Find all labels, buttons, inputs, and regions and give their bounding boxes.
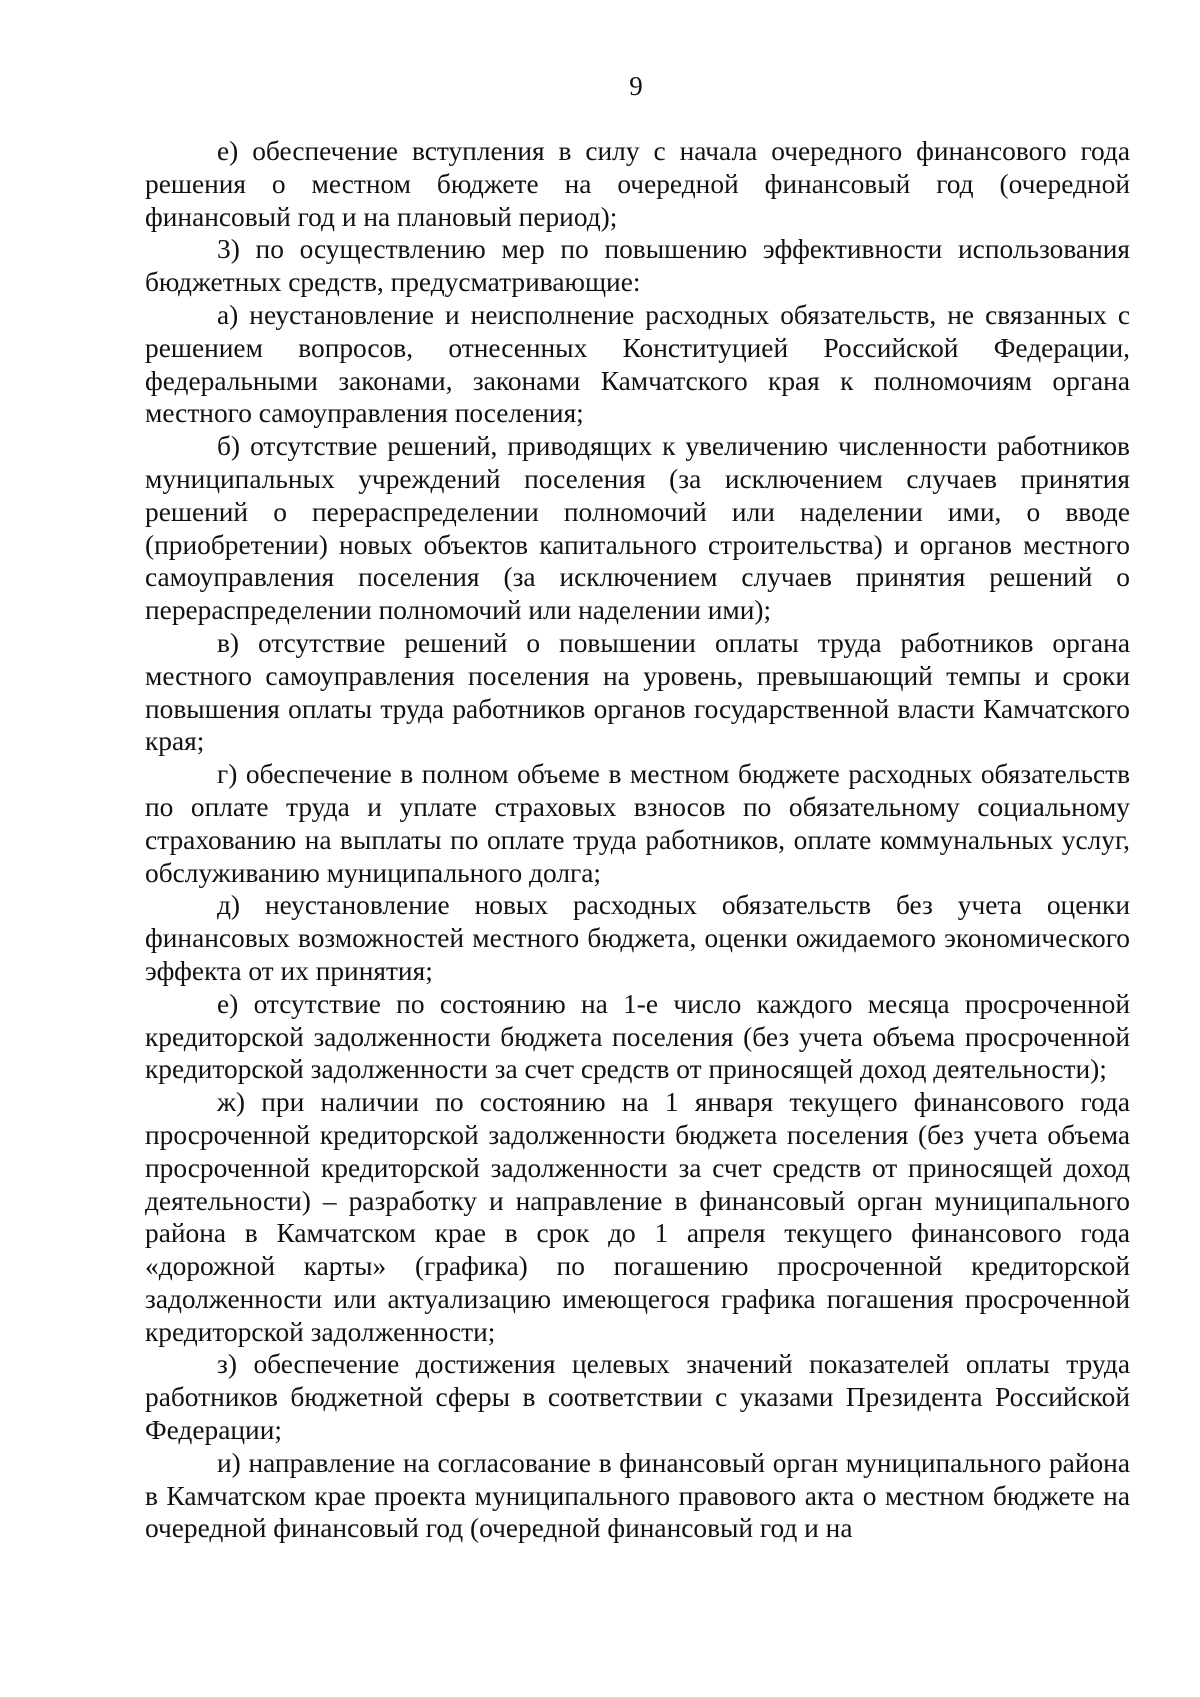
- page-number: 9: [629, 71, 643, 101]
- paragraph-3-efficiency-measures: 3) по осуществлению мер по повышению эффективности использования бюджетных средств, предусматривающие:: [145, 234, 1130, 298]
- document-body: [145, 135, 1130, 1545]
- paragraph-v-salary-increase: в) отсутствие решений о повышении оплаты труда работников органа местного самоуправления поселения на уровень, превышающий темпы и сроки повышения оплаты труда работников органов государственной власти Камчатского края;: [145, 627, 1130, 757]
- paragraph-a-obligations: а) неустановление и неисполнение расходных обязательств, не связанных с решением вопросов, отнесенных Конституцией Российской Федерации, федеральными законами, законами Камчатского края к полномочиям органа местного самоуправления поселения;: [145, 299, 1130, 429]
- paragraph-b-staff-numbers: б) отсутствие решений, приводящих к увеличению численности работников муниципальных учреждений поселения (за исключением случаев принятия решений о перераспределении полномочий или наделении ими, о вводе (приобретении) новых объектов капитального строительства) и органов местного самоуправления поселения (за исключением случаев принятия решений о перераспределении полномочий или наделении ими);: [145, 431, 1130, 626]
- paragraph-zh-roadmap: ж) при наличии по состоянию на 1 января текущего финансового года просроченной кредиторской задолженности бюджета поселения (без учета объема просроченной кредиторской задолженности за счет средств от приносящей доход деятельности) – разработку и направление в финансовый орган муниципального района в Камчатском крае в срок до 1 апреля текущего финансового года «дорожной карты» (графика) по погашению просроченной кредиторской задолженности или актуализацию имеющегося графика погашения просроченной кредиторской задолженности;: [145, 1087, 1130, 1347]
- paragraph-d-new-obligations: д) неустановление новых расходных обязательств без учета оценки финансовых возможностей местного бюджета, оценки ожидаемого экономического эффекта от их принятия;: [145, 890, 1130, 986]
- paragraph-z-salary-targets: з) обеспечение достижения целевых значений показателей оплаты труда работников бюджетной сферы в соответствии с указами Президента Российской Федерации;: [145, 1349, 1130, 1446]
- paragraph-g-full-funding: г) обеспечение в полном объеме в местном бюджете расходных обязательств по оплате труда и уплате страховых взносов по обязательному социальному страхованию на выплаты по оплате труда работников, оплате коммунальных услуг, обслуживанию муниципального долга;: [145, 759, 1130, 888]
- paragraph-e-budget-entry: е) обеспечение вступления в силу с начала очередного финансового года решения о местном бюджете на очередной финансовый год (очередной финансовый год и на плановый период);: [145, 136, 1130, 232]
- paragraph-i-draft-approval: и) направление на согласование в финансовый орган муниципального района в Камчатском крае проекта муниципального правового акта о местном бюджете на очередной финансовый год (очередной финансовый год и на: [145, 1447, 1130, 1544]
- paragraph-e-overdue-debt: е) отсутствие по состоянию на 1-е число каждого месяца просроченной кредиторской задолженности бюджета поселения (без учета объема просроченной кредиторской задолженности за счет средств от приносящей доход деятельности);: [145, 988, 1130, 1085]
